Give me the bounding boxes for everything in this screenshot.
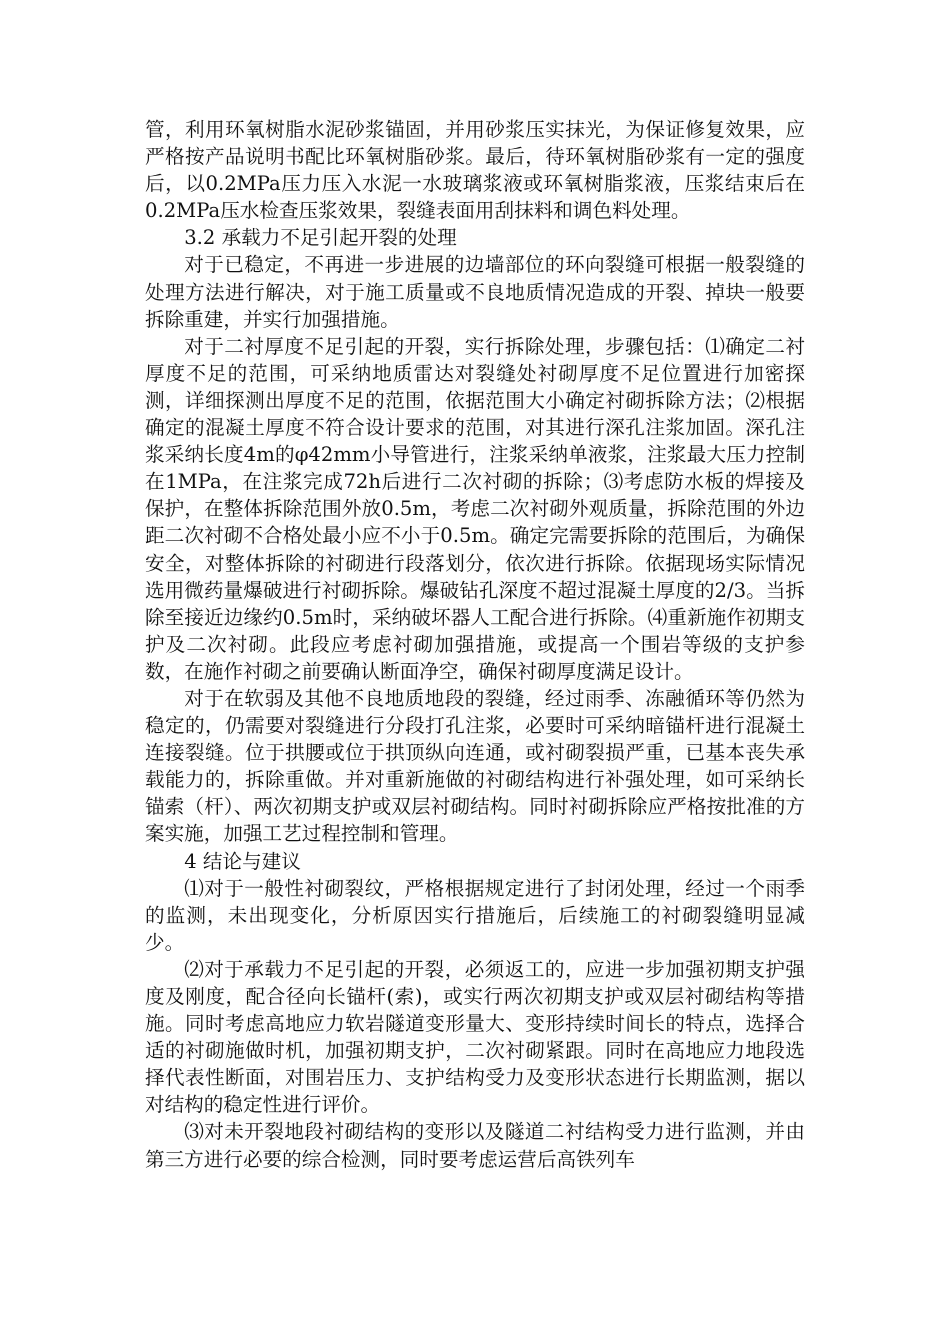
paragraph-continuation: 管，利用环氧树脂水泥砂浆锚固，并用砂浆压实抹光，为保证修复效果，应严格按产品说明书配比环氧树脂砂浆。最后，待环氧树脂砂浆有一定的强度后，以0.2MPa压力压入水泥一水玻璃浆液或环氧树脂浆液，压浆结束后在0.2MPa压水检查压浆效果，裂缝表面用刮抹料和调色料处理。 (145, 118, 805, 223)
paragraph-weak-geology: 对于在软弱及其他不良地质地段的裂缝，经过雨季、冻融循环等仍然为稳定的，仍需要对裂缝进行分段打孔注浆，必要时可采纳暗锚杆进行混凝土连接裂缝。位于拱腰或位于拱顶纵向连通，或衬砌裂损严重，已基本丧失承载能力的，拆除重做。并对重新施做的衬砌结构进行补强处理，如可采纳长锚索（杆）、两次初期支护或双层衬砌结构。同时衬砌拆除应严格按批准的方案实施，加强工艺过程控制和管理。 (145, 686, 805, 846)
section-heading-4: 4 结论与建议 (184, 849, 301, 873)
conclusion-item-3: ⑶对未开裂地段衬砌结构的变形以及隧道二衬结构受力进行监测，并由第三方进行必要的综合检测，同时要考虑运营后高铁列车 (145, 1120, 805, 1171)
paragraph-stable-cracks: 对于已稳定，不再进一步进展的边墙部位的环向裂缝可根据一般裂缝的处理方法进行解决，对于施工质量或不良地质情况造成的开裂、掉块一般要拆除重建，并实行加强措施。 (145, 253, 805, 331)
section-heading-3-2: 3.2 承载力不足引起开裂的处理 (184, 226, 457, 250)
conclusion-item-1: ⑴对于一般性衬砌裂纹，严格根据规定进行了封闭处理，经过一个雨季的监测，未出现变化，分析原因实行措施后，后续施工的衬砌裂缝明显减少。 (145, 876, 805, 954)
conclusion-item-2: ⑵对于承载力不足引起的开裂，必须返工的，应进一步加强初期支护强度及刚度，配合径向长锚杆(索)，或实行两次初期支护或双层衬砌结构等措施。同时考虑高地应力软岩隧道变形量大、变形持续时间长的特点，选择合适的衬砌施做时机，加强初期支护，二次衬砌紧跟。同时在高地应力地段选择代表性断面，对围岩压力、支护结构受力及变形状态进行长期监测，据以对结构的稳定性进行评价。 (145, 957, 805, 1117)
paragraph-lining-thickness: 对于二衬厚度不足引起的开裂，实行拆除处理，步骤包括：⑴确定二衬厚度不足的范围，可采纳地质雷达对裂缝处衬砌厚度不足位置进行加密探测，详细探测出厚度不足的范围，依据范围大小确定衬砌拆除方法；⑵根据确定的混凝土厚度不符合设计要求的范围，对其进行深孔注浆加固。深孔注浆采纳长度4m的φ42mm小导管进行，注浆采纳单液浆，注浆最大压力控制在1MPa，在注浆完成72h后进行二次衬砌的拆除；⑶考虑防水板的焊接及保护，在整体拆除范围外放0.5m，考虑二次衬砌外观质量，拆除范围的外边距二次衬砌不合格处最小应不小于0.5m。确定完需要拆除的范围后，为确保安全，对整体拆除的衬砌进行段落划分，依次进行拆除。依据现场实际情况选用微药量爆破进行衬砌拆除。爆破钻孔深度不超过混凝土厚度的2/3。当拆除至接近边缘约0.5m时，采纳破坏器人工配合进行拆除。⑷重新施作初期支护及二次衬砌。此段应考虑衬砌加强措施，或提高一个围岩等级的支护参数，在施作衬砌之前要确认断面净空，确保衬砌厚度满足设计。 (145, 334, 805, 683)
document-page (145, 116, 805, 1173)
